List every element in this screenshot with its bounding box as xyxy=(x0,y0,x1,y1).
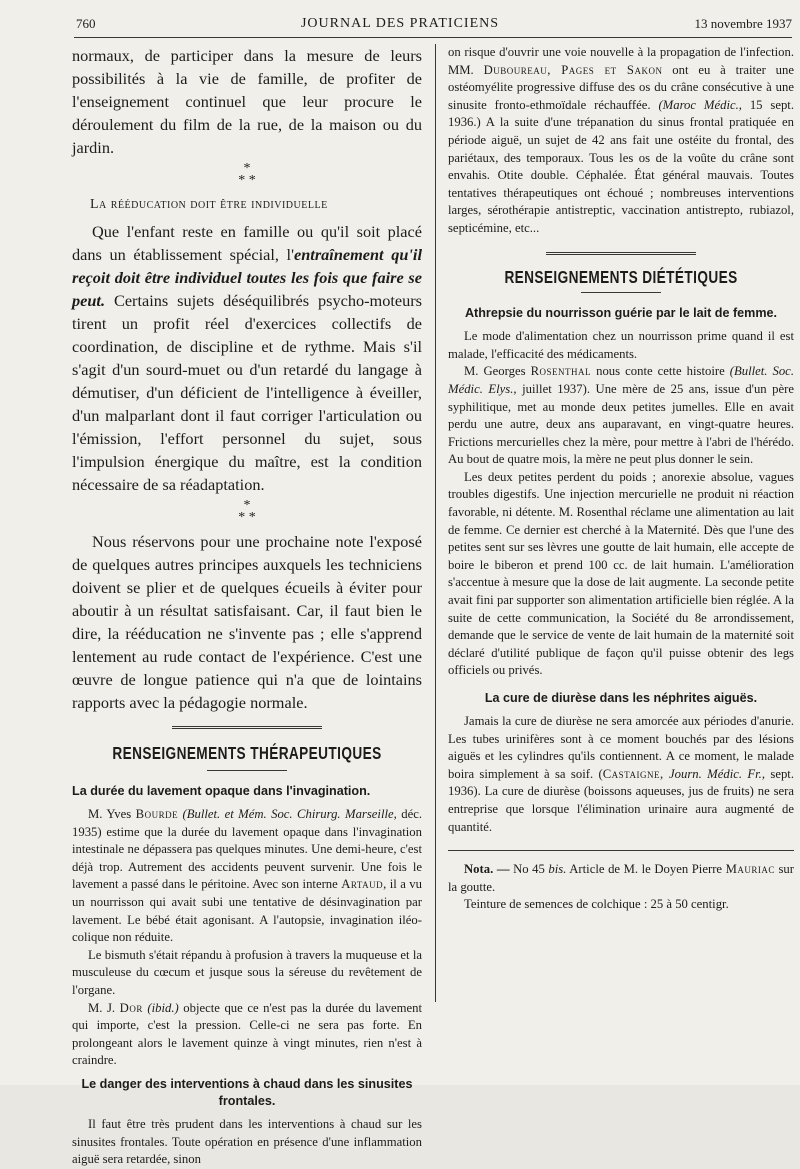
text-run: juillet 1937). Une mère de 25 ans, issue d'un père syphilitique, met au monde deux petites jumelles. Elle en avait perdu une autre, deux ans auparavant, en vingt-quatre heures. Frictions mercurielles chez la mère, pour mettre à l'abri de l'hérédo. Au bout de quatre mois, la mère ne peut plus donner le sein. xyxy=(448,381,795,467)
author-name: Mauriac xyxy=(725,862,775,877)
text-run: sur la goutte. xyxy=(448,862,794,894)
text-run: Que l'enfant reste en famille ou qu'il soit placé dans un établissement spécial, l' xyxy=(72,222,422,264)
author-name: Dor xyxy=(119,1000,143,1015)
text-run: sept. 1936). La cure de diurèse (boissons aqueuses, jus de fruits) ne sera entreprise que lorsque l'élimination urinaire aura augmenté de quantité. xyxy=(448,766,794,834)
page-header xyxy=(0,14,800,36)
citation: (Bullet. Soc. Médic. Elys., xyxy=(448,364,794,396)
section-rule xyxy=(546,252,696,255)
text-run: 15 sept. 1936.) A la suite d'une trépanation du sinus frontal pratiquée en période aiguë, un sujet de 42 ans fait une ostéite du frontal, des pariétaux, des temporaux. Tous les os de la voûte du crâne sont envahis. Otite double. Céphalée. État général mauvais. Toutes tentatives thérapeutiques ont échoué ; nombreuses interventions larges, sérothérapie antistreptic, vaccination antistrepto, rubiazol, septicémine, etc... xyxy=(448,97,794,235)
text-run: M. Yves xyxy=(88,807,136,821)
dietetic-section-title: RENSEIGNEMENTS DIÉTÉTIQUES xyxy=(504,266,738,287)
text-run: Jamais la cure de diurèse ne sera amorcée aux périodes d'anurie. Les tubes urinifères sont à ce moment bouchés par des lésions aiguës et les cylindres qu'ils contiennent. A ce moment, le malade boira simplement à sa soif. ( xyxy=(448,714,794,781)
athrepsie-paragraph-3: Les deux petites perdent du poids ; anorexie absolue, vagues troubles digestifs. Une injection mercurielle ne produit ni réaction favorable, ni détente. M. Rosenthal réclame une alimentation au lait de femme. Ce dernier est cherché à la Maternité. Dès que l'une des petites sent sur ses lèvres une goutte de lait humain, elle accepte de boire le biberon et prend 100 cc. de lait humain. L'amélioration s'accentue à mesure que la dose de lait augmente. La seconde petite avait fini par supporter son alimentation artificielle bien réglée. A la suite de cette communication, la Société du 8e arrondissement, demande que le service de vente de lait humain de la maternité soit déclaré d'utilité publique de façon qu'il puisse obtenir des legs officiels ou privés. xyxy=(448,469,794,678)
lavement-article xyxy=(72,783,422,1169)
closing-paragraph: Nous réservons pour une prochaine note l'exposé de quelques autres principes auxquels les techniciens doivent se plier et de quelques écueils à éviter pour aboutir à un résultat satisfaisant. Car, il faut bien le dire, la rééducation ne s'invente pas ; elle s'apprend lentement au rude contact de l'expérience. C'est une œuvre de longue patience qui n'a que de lointains rapports avec la pédagogie normale. xyxy=(72,532,422,712)
asterism: * * * xyxy=(238,161,256,188)
lavement-paragraph-1 xyxy=(72,806,422,947)
reeducation-heading: La rééducation doit être individuelle xyxy=(90,197,328,212)
text-run: objecte que ce n'est pas la durée du lavement qui importe, c'est la pression. Celle-ci ne sera pas forte. En prolongeant alors le lavement quinze à vingt minutes, rien n'est à craindre. xyxy=(72,1000,423,1068)
citation: (ibid.) xyxy=(147,1000,179,1015)
citation: (Maroc Médic., xyxy=(658,97,742,112)
diurese-title: La cure de diurèse dans les néphrites aiguës. xyxy=(484,691,758,705)
lavement-paragraph-2: Le bismuth s'était répandu à profusion à travers la muqueuse et la musculeuse du cœcum et jusque sous la séreuse du revêtement de l'organe. xyxy=(72,947,422,997)
therapeutic-section-title: RENSEIGNEMENTS THÉRAPEUTIQUES xyxy=(112,743,382,763)
text-run: No 45 xyxy=(509,862,549,877)
athrepsie-title: Athrepsie du nourrisson guérie par le lait de femme. xyxy=(464,306,778,321)
text-run: on risque d'ouvrir une voie nouvelle à la propagation de l'infection. MM. xyxy=(448,45,794,77)
journal-title: JOURNAL DES PRATICIENS xyxy=(300,16,500,31)
text-run: nous conte cette histoire xyxy=(591,364,730,379)
chaud-title: Le danger des interventions à chaud dans les sinusites frontales. xyxy=(81,1076,413,1108)
page-number: 760 xyxy=(76,16,96,31)
title-rule xyxy=(207,770,287,771)
lavement-paragraph-3 xyxy=(72,1000,422,1070)
athrepsie-paragraph-1: Le mode d'alimentation chez un nourrisson prime quand il est malade, l'efficacité des médicaments. xyxy=(448,329,794,361)
emphasis-text: bis. xyxy=(548,862,567,877)
issue-date: 13 novembre 1937 xyxy=(694,16,792,31)
intro-paragraph: normaux, de participer dans la mesure de leurs possibilités à la vie de famille, de profiter de l'enseignement continuel que leur procure le déroulement du film de la rue, de la maison ou du jardin. xyxy=(72,46,422,157)
lavement-title: La durée du lavement opaque dans l'invagination. xyxy=(72,784,371,798)
citation: Journ. Médic. Fr., xyxy=(669,766,766,781)
left-column xyxy=(72,44,422,1169)
nota-rule xyxy=(448,850,794,851)
text-run: , il a vu un nourrisson qui avait subi une tentative de désinvagination par lavement. Le bébé était agonisant. A l'autopsie, invagination iléo-colique non réduite. xyxy=(72,877,422,945)
text-run: Certains sujets déséquilibrés psycho-moteurs tirent un profit réel d'exercices collectifs de coordination, de discipline et de rythme. Mais s'il s'agit d'un sourd-muet ou d'un retardé du langage à démutiser, d'un déficient de l'intelligence à éveiller, d'un malparlant dont il faut corriger l'articulation ou l'émission, l'effort personnel du sujet, sous l'impulsion énergique du maître, est la condition nécessaire de sa réadaptation. xyxy=(72,291,422,494)
author-name: Duboureau, Pages et Sakon xyxy=(483,62,663,77)
reeducation-article xyxy=(72,44,422,714)
text-run: M. Georges xyxy=(464,364,531,379)
author-name: Bourde xyxy=(135,807,179,821)
title-rule xyxy=(581,292,661,293)
text-run: Article de M. le Doyen Pierre xyxy=(566,862,726,877)
text-run: M. J. xyxy=(88,1000,120,1015)
asterism: * * * xyxy=(238,498,256,525)
header-rule xyxy=(74,37,792,38)
text-run: ont eu à traiter une ostéomyélite progressive diffuse des os du crâne consécutive à une sinusite fronto-ethmoïdale réchauffée. xyxy=(448,62,794,112)
section-rule xyxy=(172,726,322,729)
reeducation-paragraph xyxy=(72,220,422,496)
nota-paragraph xyxy=(448,861,794,896)
athrepsie-paragraph-2 xyxy=(448,363,794,469)
author-name: Rosenthal xyxy=(530,364,592,379)
nota-line-2: Teinture de semences de colchique : 25 à 50 centigr. xyxy=(464,897,729,912)
author-name: Artaud xyxy=(341,877,384,892)
right-column xyxy=(448,44,794,914)
text-run: déc. 1935) estime que la durée du lavement opaque dans l'invagination intestinale ne dépassera pas quelques minutes. Une demi-heure, c'est déjà trop. Autrement des accidents peuvent survenir. Une fois le lavement a passé dans le péritoine. Avec son interne xyxy=(72,807,422,892)
diurese-paragraph xyxy=(448,713,794,836)
chaud-paragraph: Il faut être très prudent dans les interventions à chaud sur les sinusites frontales. Toute opération en présence d'une inflammation aiguë sera retardée, sinon xyxy=(72,1116,422,1167)
nota-label: Nota. — xyxy=(464,862,510,877)
emphasis-text: entraînement qu'il reçoit doit être individuel toutes les fois que faire se peut. xyxy=(72,245,422,310)
chaud-continuation xyxy=(448,44,794,238)
column-divider xyxy=(435,44,436,1002)
author-name: Castaigne, xyxy=(602,766,664,781)
citation: (Bullet. et Mém. Soc. Chirurg. Marseille, xyxy=(182,807,397,821)
